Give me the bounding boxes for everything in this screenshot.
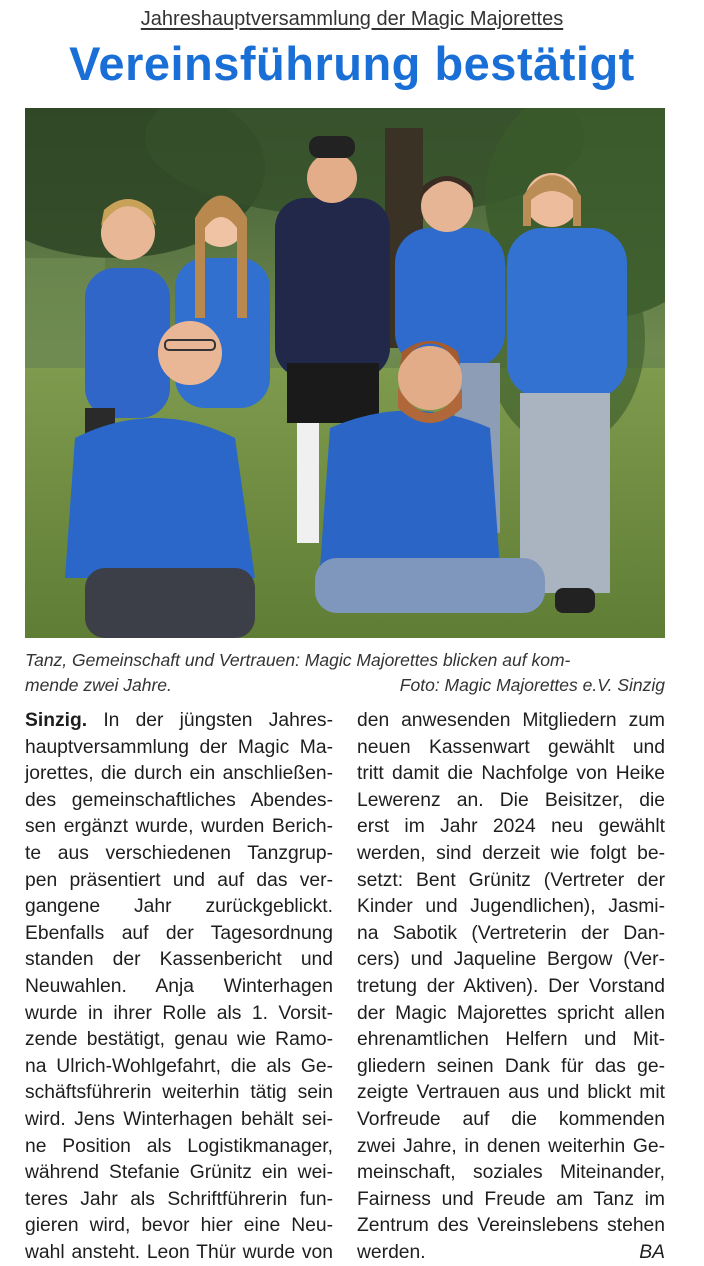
article-line: Fairness und Freude am Tanz im xyxy=(357,1188,665,1210)
article-line: Kinder und Jugendlichen), Jasmi- xyxy=(357,896,665,918)
group-photo xyxy=(25,108,665,638)
article-line: Sinzig. In der jüngsten Jahres- xyxy=(25,710,333,731)
article-line: na Ulrich-Wohlgefahrt, die als Ge- xyxy=(25,1055,333,1077)
article-line: zende bestätigt, genau wie Ramo- xyxy=(25,1029,333,1051)
article-line: neuen Kassenwart gewählt und xyxy=(357,736,665,758)
article-line: gieren wird, bevor hier eine Neu- xyxy=(25,1215,333,1237)
article-line: Ebenfalls auf der Tagesordnung xyxy=(25,922,333,944)
article-line: wahl ansteht. Leon Thür wurde von xyxy=(25,1241,333,1263)
article-column-right xyxy=(357,708,665,1266)
article-line: der Magic Majorettes spricht allen xyxy=(357,1002,665,1024)
article-headline: Vereinsführung bestätigt xyxy=(69,37,635,90)
article-line: gliedern seinen Dank für das ge- xyxy=(357,1055,665,1077)
photo-credit: Foto: Magic Majorettes e.V. Sinzig xyxy=(399,675,665,695)
photo-caption xyxy=(25,648,665,698)
article-line: Zentrum des Vereinslebens stehen xyxy=(357,1215,665,1237)
caption-line-1: Tanz, Gemeinschaft und Vertrauen: Magic Majorettes blicken auf kom- xyxy=(25,650,571,670)
article-line: teres Jahr als Schriftführerin fun- xyxy=(25,1188,333,1210)
article-line: ne Position als Logistikmanager, xyxy=(25,1135,333,1157)
article-line: pen präsentiert und auf das ver- xyxy=(25,869,333,891)
article-line-last: werden. BA xyxy=(357,1240,665,1266)
article-line: erst im Jahr 2024 neu gewählt xyxy=(357,816,665,838)
article-line: jorettes, die durch ein anschließen- xyxy=(25,763,333,785)
article-line: ehrenamtlichen Helfern und Mit- xyxy=(357,1029,665,1051)
article-line: Neuwahlen. Anja Winterhagen xyxy=(25,975,333,997)
caption-line-2: mende zwei Jahre. xyxy=(25,675,172,695)
article-line: gangene Jahr zurückgeblickt. xyxy=(25,896,333,918)
article-kicker: Jahreshauptversammlung der Magic Majorettes xyxy=(140,8,564,30)
article-line: standen der Kassenbericht und xyxy=(25,949,333,971)
article-line: wurde in ihrer Rolle als 1. Vorsit- xyxy=(25,1002,333,1024)
article-line: hauptversammlung der Magic Ma- xyxy=(25,736,333,758)
article-line: tritt damit die Nachfolge von Heike xyxy=(357,763,665,785)
article-line: zeigte Vertrauen aus und blickt mit xyxy=(357,1082,665,1104)
article-line: Vorfreude auf die kommenden xyxy=(357,1108,665,1130)
article-line: schäftsführerin weiterhin tätig sein xyxy=(25,1082,333,1104)
article-column-left xyxy=(25,708,333,1266)
article-line: des gemeinschaftliches Abendes- xyxy=(25,789,333,811)
article-line: zwei Jahre, in denen weiterhin Ge- xyxy=(357,1135,665,1157)
article-line: cers) und Jaqueline Bergow (Ver- xyxy=(357,949,665,971)
article-line: na Sabotik (Vertreterin der Dan- xyxy=(357,922,665,944)
article-line: te aus verschiedenen Tanzgrup- xyxy=(25,842,333,864)
article-line: tretung der Aktiven). Der Vorstand xyxy=(357,975,665,997)
article-line: wird. Jens Winterhagen behält sei- xyxy=(25,1108,333,1130)
article-line: während Stefanie Grünitz ein wei- xyxy=(25,1162,333,1184)
article-line: werden, sind derzeit wie folgt be- xyxy=(357,842,665,864)
dateline: Sinzig. xyxy=(25,710,88,731)
person-back-5 xyxy=(507,173,627,613)
author-signature: BA xyxy=(639,1241,665,1263)
article-line: den anwesenden Mitgliedern zum xyxy=(357,710,665,731)
article-line: setzt: Bent Grünitz (Vertreter der xyxy=(357,869,665,891)
article-line: sen ergänzt wurde, wurden Berich- xyxy=(25,816,333,838)
article-line: meinschaft, soziales Miteinander, xyxy=(357,1162,665,1184)
group-photo-illustration xyxy=(25,108,665,638)
article-line: Lewerenz an. Die Beisitzer, die xyxy=(357,789,665,811)
